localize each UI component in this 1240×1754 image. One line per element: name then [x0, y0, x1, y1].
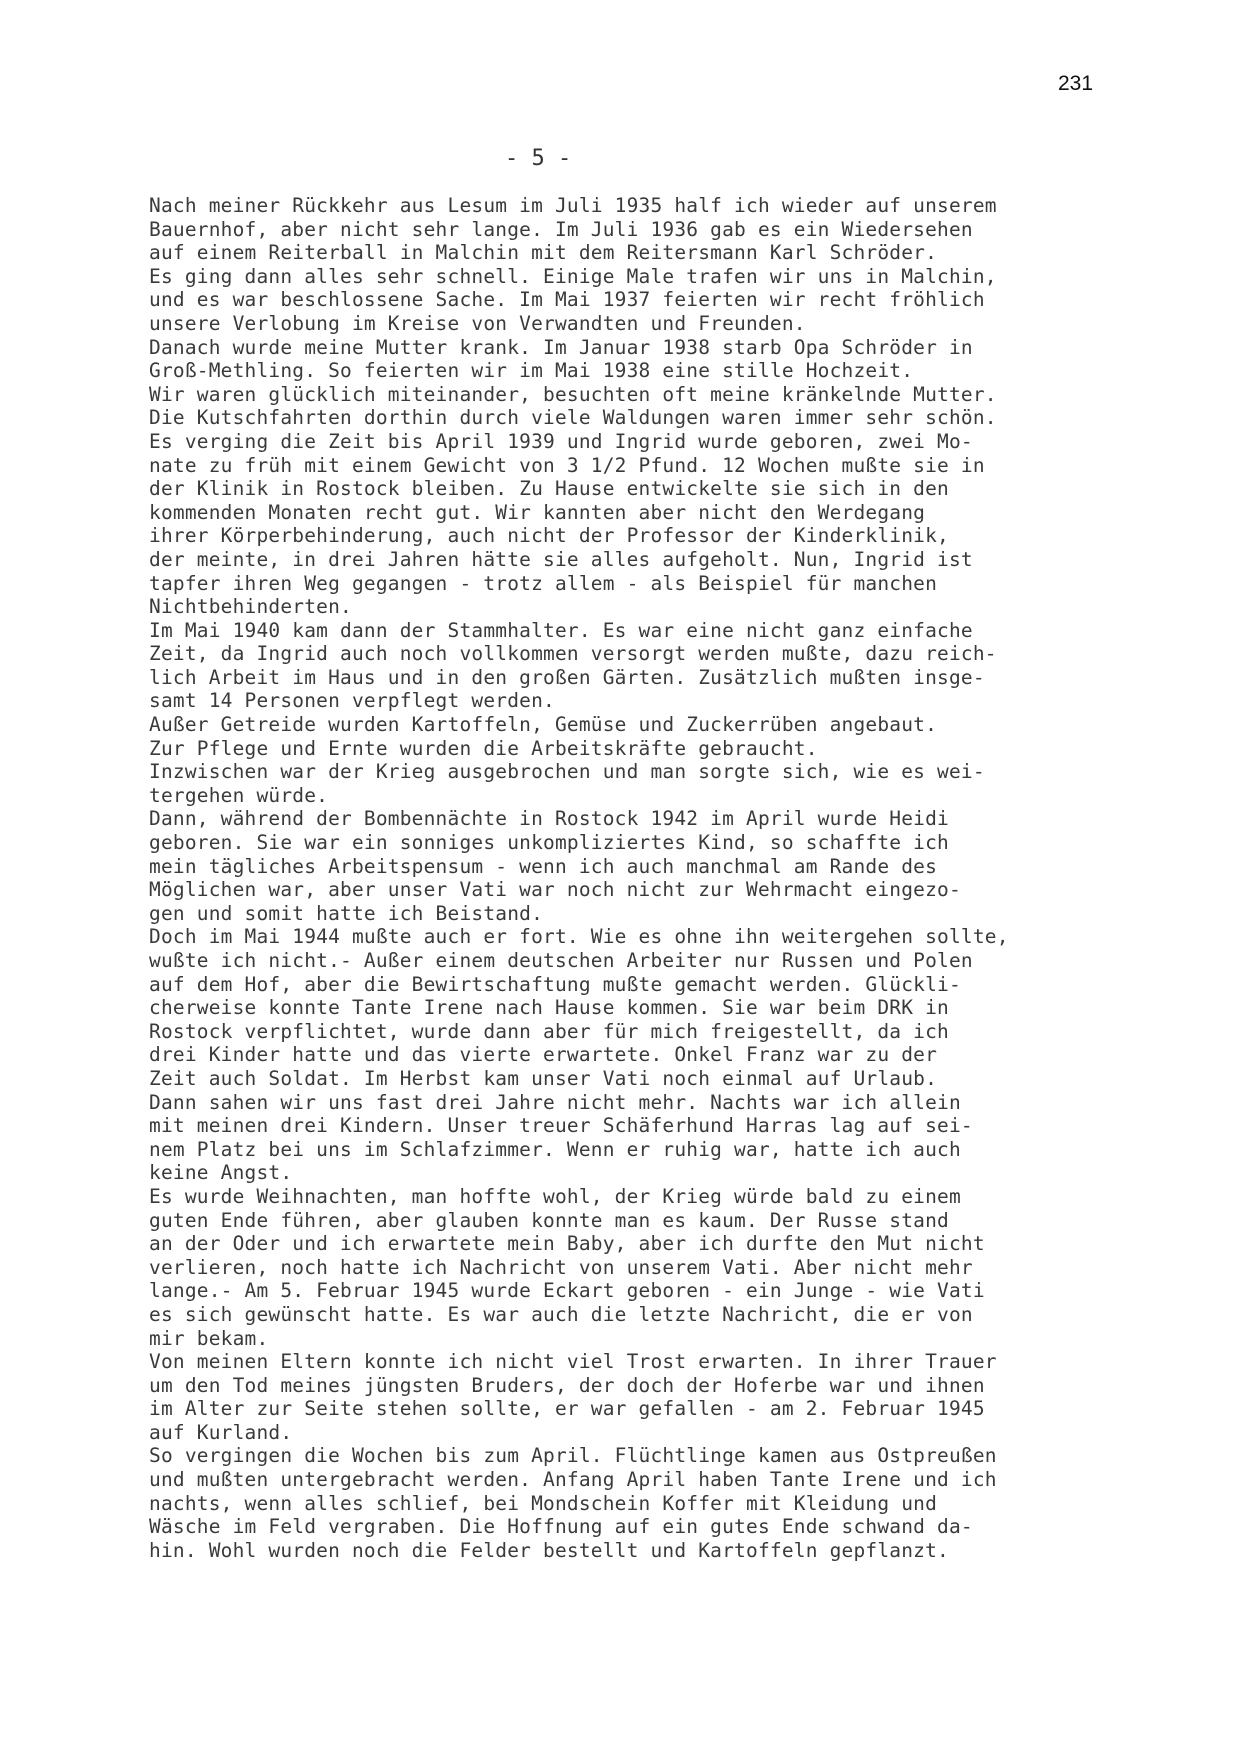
text-line: Von meinen Eltern konnte ich nicht viel Trost erwarten. In ihrer Trauer	[149, 1350, 997, 1374]
text-line: und mußten untergebracht werden. Anfang April haben Tante Irene und ich	[149, 1468, 997, 1492]
text-line: samt 14 Personen verpflegt werden.	[149, 689, 555, 713]
page-heading: - 5 -	[505, 146, 572, 171]
text-line: nachts, wenn alles schlief, bei Mondschein Koffer mit Kleidung und	[149, 1491, 938, 1515]
text-line: Zeit auch Soldat. Im Herbst kam unser Vati noch einmal auf Urlaub.	[149, 1066, 938, 1090]
body-text	[149, 194, 1009, 1562]
text-line: Dann, während der Bombennächte in Rostock 1942 im April wurde Heidi	[149, 807, 949, 831]
text-line: Möglichen war, aber unser Vati war noch nicht zur Wehrmacht eingezo-	[149, 878, 961, 902]
text-line: hin. Wohl wurden noch die Felder bestellt und Kartoffeln gepflanzt.	[149, 1538, 949, 1562]
text-line: Nichtbehinderten.	[149, 595, 352, 619]
text-line: lich Arbeit im Haus und in den großen Gärten. Zusätzlich mußten insge-	[149, 665, 985, 689]
text-line: der Klinik in Rostock bleiben. Zu Hause entwickelte sie sich in den	[149, 477, 949, 501]
text-line: Die Kutschfahrten dorthin durch viele Waldungen waren immer sehr schön.	[149, 406, 997, 430]
text-line: lange.- Am 5. Februar 1945 wurde Eckart geboren - ein Junge - wie Vati	[149, 1279, 985, 1303]
text-line: geboren. Sie war ein sonniges unkompliziertes Kind, so schaffte ich	[149, 831, 949, 855]
text-line: an der Oder und ich erwartete mein Baby, aber ich durfte den Mut nicht	[149, 1232, 985, 1256]
text-line: keine Angst.	[149, 1161, 293, 1185]
text-line: Doch im Mai 1944 mußte auch er fort. Wie es ohne ihn weitergehen sollte,	[149, 925, 1009, 949]
text-line: Inzwischen war der Krieg ausgebrochen und man sorgte sich, wie es wei-	[149, 760, 985, 784]
text-line: Es wurde Weihnachten, man hoffte wohl, der Krieg würde bald zu einem	[149, 1184, 961, 1208]
text-line: Wir waren glücklich miteinander, besuchten oft meine kränkelnde Mutter.	[149, 382, 997, 406]
text-line: wußte ich nicht.- Außer einem deutschen Arbeiter nur Russen und Polen	[149, 949, 973, 972]
text-line: cherweise konnte Tante Irene nach Hause kommen. Sie war beim DRK in	[149, 996, 949, 1020]
text-line: Zeit, da Ingrid auch noch vollkommen versorgt werden mußte, dazu reich-	[149, 642, 997, 666]
text-line: gen und somit hatte ich Beistand.	[149, 901, 544, 925]
text-line: Nach meiner Rückkehr aus Lesum im Juli 1935 half ich wieder auf unserem	[149, 194, 997, 217]
text-line: es sich gewünscht hatte. Es war auch die letzte Nachricht, die er von	[149, 1302, 973, 1326]
text-line: Dann sahen wir uns fast drei Jahre nicht mehr. Nachts war ich allein	[149, 1090, 961, 1114]
text-line: Zur Pflege und Ernte wurden die Arbeitskräfte gebraucht.	[149, 736, 818, 760]
text-line: Im Mai 1940 kam dann der Stammhalter. Es war eine nicht ganz einfache	[149, 618, 973, 642]
text-line: guten Ende führen, aber glauben konnte man es kaum. Der Russe stand	[149, 1208, 949, 1232]
text-line: mit meinen drei Kindern. Unser treuer Schäferhund Harras lag auf sei-	[149, 1114, 973, 1138]
text-line: Wäsche im Feld vergraben. Die Hoffnung auf ein gutes Ende schwand da-	[149, 1515, 973, 1539]
text-line: auf Kurland.	[149, 1420, 293, 1444]
text-line: Groß-Methling. So feierten wir im Mai 1938 eine stille Hochzeit.	[149, 359, 914, 383]
text-line: Rostock verpflichtet, wurde dann aber für mich freigestellt, da ich	[149, 1019, 949, 1043]
text-line: nem Platz bei uns im Schlafzimmer. Wenn er ruhig war, hatte ich auch	[149, 1137, 961, 1161]
text-line: Bauernhof, aber nicht sehr lange. Im Juli 1936 gab es ein Wiedersehen	[149, 217, 973, 241]
text-line: Danach wurde meine Mutter krank. Im Januar 1938 starb Opa Schröder in	[149, 335, 973, 359]
text-line: der meinte, in drei Jahren hätte sie alles aufgeholt. Nun, Ingrid ist	[149, 547, 973, 571]
text-line: auf dem Hof, aber die Bewirtschaftung mußte gemacht werden. Glückli-	[149, 972, 961, 996]
text-line: tapfer ihren Weg gegangen - trotz allem - als Beispiel für manchen	[149, 571, 938, 595]
text-line: und es war beschlossene Sache. Im Mai 1937 feierten wir recht fröhlich	[149, 288, 985, 312]
text-line: unsere Verlobung im Kreise von Verwandten und Freunden.	[149, 311, 806, 335]
page-number: 231	[1058, 72, 1094, 95]
text-line: um den Tod meines jüngsten Bruders, der doch der Hoferbe war und ihnen	[149, 1373, 985, 1397]
text-line: im Alter zur Seite stehen sollte, er war gefallen - am 2. Februar 1945	[149, 1397, 985, 1421]
text-line: ihrer Körperbehinderung, auch nicht der Professor der Kinderklinik,	[149, 524, 949, 548]
text-line: verlieren, noch hatte ich Nachricht von unserem Vati. Aber nicht mehr	[149, 1255, 973, 1279]
text-line: Es ging dann alles sehr schnell. Einige Male trafen wir uns in Malchin,	[149, 264, 997, 288]
text-line: tergehen würde.	[149, 783, 329, 807]
text-line: Außer Getreide wurden Kartoffeln, Gemüse und Zuckerrüben angebaut.	[149, 713, 938, 737]
text-line: mein tägliches Arbeitspensum - wenn ich auch manchmal am Rande des	[149, 854, 938, 878]
text-line: So vergingen die Wochen bis zum April. Flüchtlinge kamen aus Ostpreußen	[149, 1444, 997, 1468]
text-line: mir bekam.	[149, 1326, 269, 1350]
text-line: kommenden Monaten recht gut. Wir kannten aber nicht den Werdegang	[149, 500, 926, 524]
text-line: Es verging die Zeit bis April 1939 und Ingrid wurde geboren, zwei Mo-	[149, 429, 973, 453]
text-line: drei Kinder hatte und das vierte erwartete. Onkel Franz war zu der	[149, 1043, 938, 1067]
text-line: nate zu früh mit einem Gewicht von 3 1/2 Pfund. 12 Wochen mußte sie in	[149, 453, 985, 477]
text-line: auf einem Reiterball in Malchin mit dem Reitersmann Karl Schröder.	[149, 241, 938, 265]
